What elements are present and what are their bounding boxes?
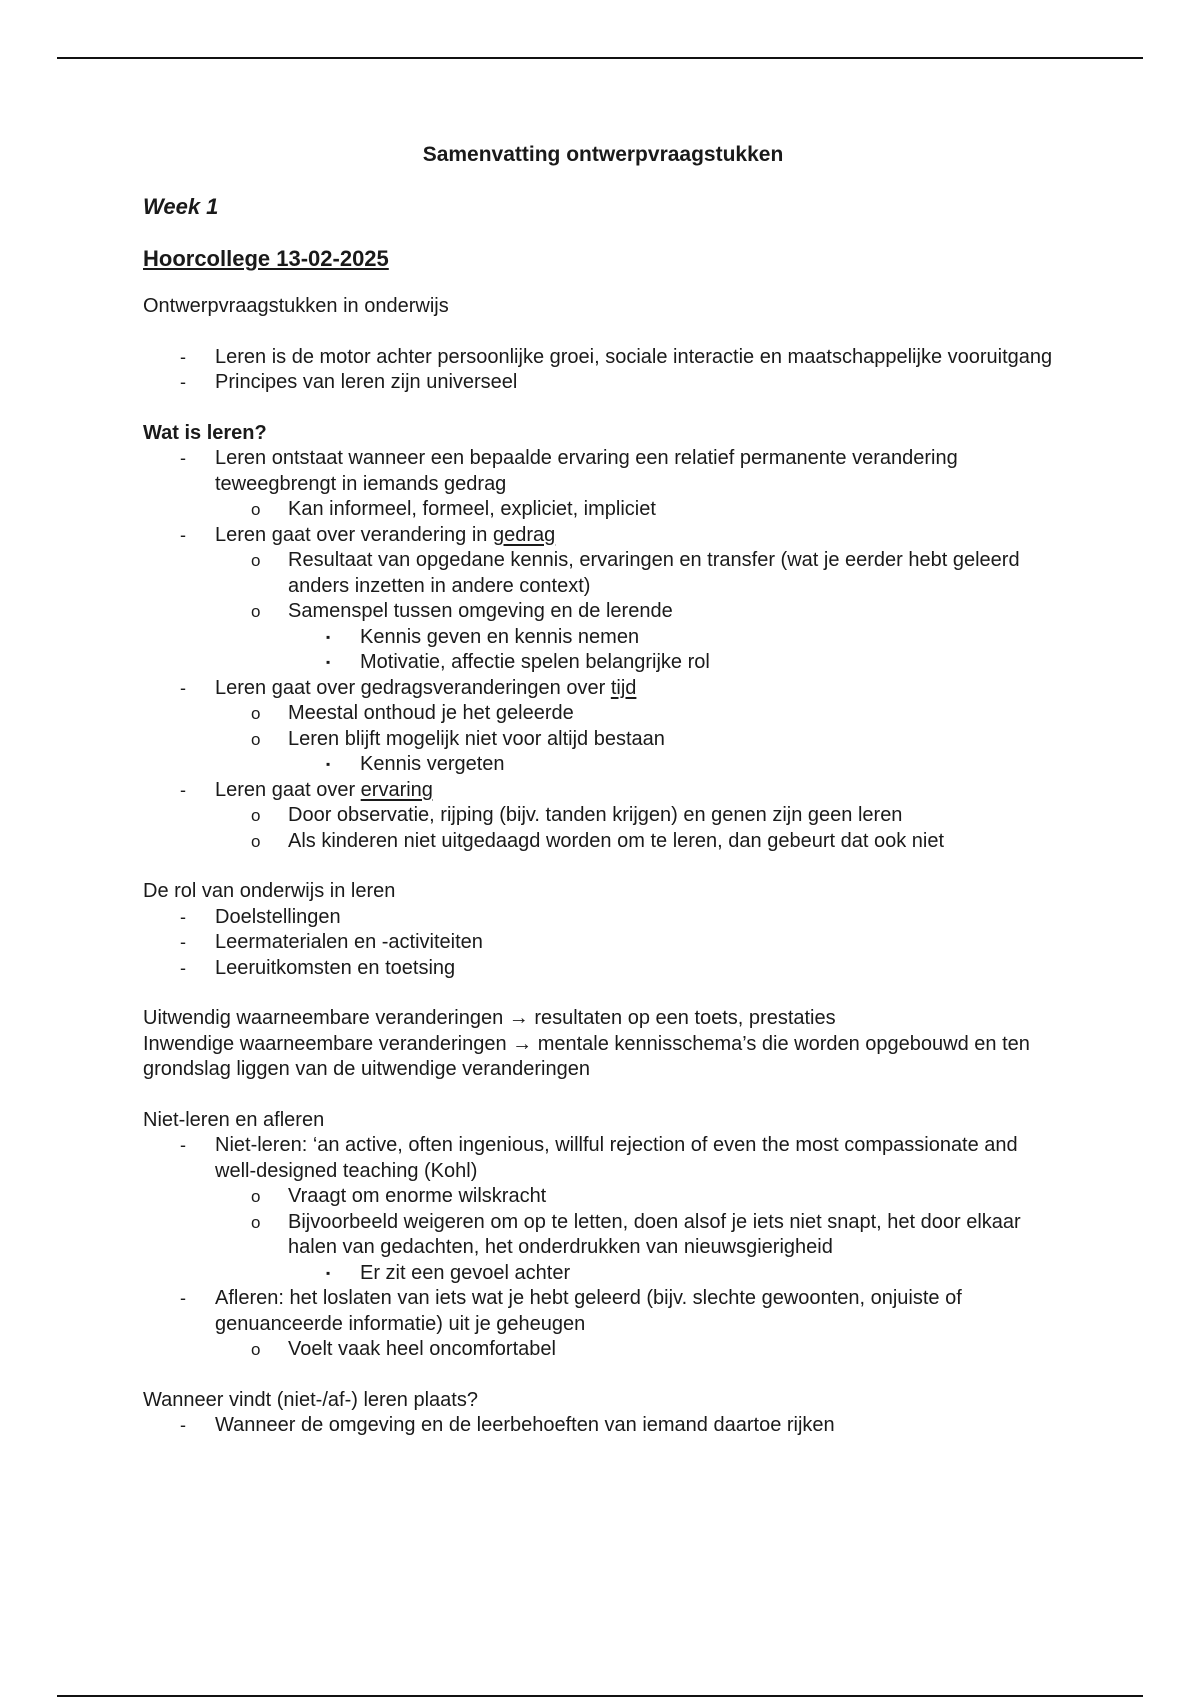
list-item: ▪ Motivatie, affectie spelen belangrijke rol [326,651,710,673]
list-item: - Afleren: het loslaten van iets wat je hebt geleerd (bijv. slechte gewoonten, onjuiste of genuanceerde informatie) uit je geheugen [180,1287,962,1335]
intro-list [143,345,1063,396]
paragraph-inwendig: Inwendige waarneembare veranderingen → mentale kennisschema’s die worden opgebouwd en ten grondslag liggen van de uitwendige veranderingen [143,1032,1030,1080]
list-item: o Bijvoorbeeld weigeren om op te letten, doen alsof je iets niet snapt, het door elkaar halen van gedachten, het onderdrukken van nieuwsgierigheid [251,1210,1021,1258]
list-item: - Leren gaat over ervaring [180,778,433,801]
list-item: o Door observatie, rijping (bijv. tanden krijgen) en genen zijn geen leren [251,804,903,826]
list-item: o Meestal onthoud je het geleerde [251,702,574,724]
paragraph-uitwendig: Uitwendig waarneembare veranderingen → resultaten op een toets, prestaties [143,1007,836,1029]
list-item: - Wanneer de omgeving en de leerbehoeften van iemand daartoe rijken [180,1414,835,1436]
list-item: o Samenspel tussen omgeving en de lerende [251,600,673,622]
list-item: - Leermaterialen en -activiteiten [180,931,483,953]
niet-leren-list [143,1133,1063,1363]
list-item: - Leeruitkomsten en toetsing [180,956,456,979]
intro-heading: Ontwerpvraagstukken in onderwijs [143,295,449,317]
list-item: o Voelt vaak heel oncomfortabel [251,1338,556,1360]
list-item: o Vraagt om enorme wilskracht [251,1185,547,1207]
list-item: ▪ Er zit een gevoel achter [326,1261,571,1284]
section-heading-niet-leren: Niet-leren en afleren [143,1108,325,1131]
list-item: - Doelstellingen [180,905,341,928]
list-item: o Resultaat van opgedane kennis, ervaringen en transfer (wat je eerder hebt geleerd anders inzetten in andere context) [251,549,1020,597]
wanneer-list [143,1413,1063,1439]
wat-is-leren-list [143,446,1063,854]
lecture-heading: Hoorcollege 13-02-2025 [143,246,389,271]
list-item: ▪ Kennis vergeten [326,753,505,775]
list-item: - Leren is de motor achter persoonlijke groei, sociale interactie en maatschappelijke vooruitgang [180,345,1053,368]
list-item: - Leren gaat over gedragsveranderingen over tijd [180,676,637,699]
list-item: - Niet-leren: ‘an active, often ingenious, willful rejection of even the most compassionate and well-designed teaching (Kohl) [180,1134,1018,1182]
rol-list [143,905,1063,982]
bottom-rule [57,1695,1143,1697]
document-title: Samenvatting ontwerpvraagstukken [422,143,784,166]
list-item: o Als kinderen niet uitgedaagd worden om te leren, dan gebeurt dat ook niet [251,829,944,852]
list-item: - Principes van leren zijn universeel [180,371,518,393]
week-heading: Week 1 [143,194,219,219]
section-heading-wat-is-leren: Wat is leren? [143,421,267,444]
document-page [143,140,1063,1439]
list-item: ▪ Kennis geven en kennis nemen [326,625,640,648]
section-heading-rol-van-onderwijs: De rol van onderwijs in leren [143,880,396,902]
section-heading-wanneer: Wanneer vindt (niet-/af-) leren plaats? [143,1388,478,1411]
list-item: o Kan informeel, formeel, expliciet, impliciet [251,498,656,520]
list-item: - Leren ontstaat wanneer een bepaalde ervaring een relatief permanente verandering teweegbrengt in iemands gedrag [180,447,958,495]
list-item: o Leren blijft mogelijk niet voor altijd bestaan [251,727,665,750]
list-item: - Leren gaat over verandering in gedrag [180,523,556,546]
top-rule [57,57,1143,59]
